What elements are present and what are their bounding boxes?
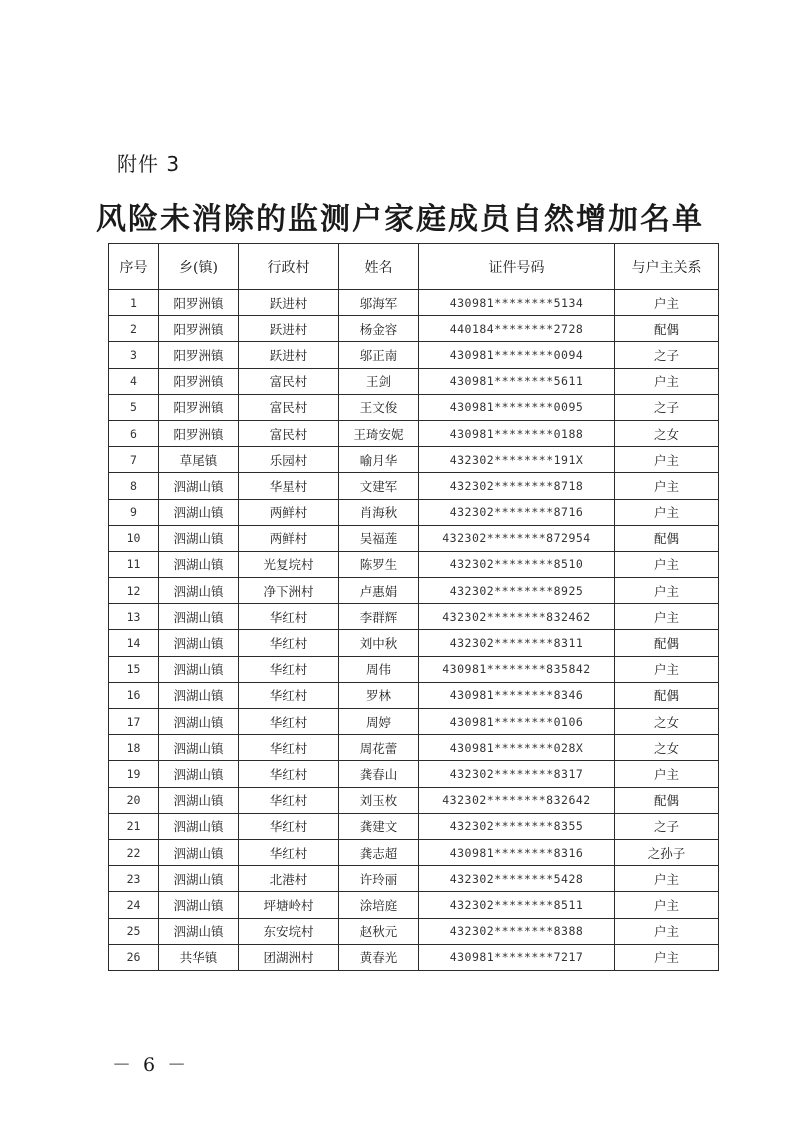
cell-relation: 户主	[615, 290, 719, 316]
cell-township: 阳罗洲镇	[159, 290, 239, 316]
table-row	[109, 525, 719, 551]
cell-serial: 23	[109, 866, 159, 892]
cell-id-number: 430981********028X	[419, 735, 615, 761]
cell-serial: 15	[109, 656, 159, 682]
header-id-number: 证件号码	[419, 244, 615, 290]
cell-village: 华红村	[239, 656, 339, 682]
cell-relation: 之女	[615, 735, 719, 761]
cell-id-number: 432302********8355	[419, 813, 615, 839]
cell-village: 团湖洲村	[239, 944, 339, 970]
cell-relation: 户主	[615, 866, 719, 892]
cell-serial: 9	[109, 499, 159, 525]
cell-village: 坪塘岭村	[239, 892, 339, 918]
cell-name: 周花蕾	[339, 735, 419, 761]
cell-name: 龚志超	[339, 839, 419, 865]
cell-serial: 3	[109, 342, 159, 368]
cell-id-number: 432302********832462	[419, 604, 615, 630]
cell-serial: 25	[109, 918, 159, 944]
cell-relation: 配偶	[615, 630, 719, 656]
cell-id-number: 432302********5428	[419, 866, 615, 892]
cell-village: 华红村	[239, 813, 339, 839]
cell-id-number: 430981********7217	[419, 944, 615, 970]
cell-id-number: 432302********8510	[419, 551, 615, 577]
member-table	[108, 243, 719, 971]
cell-serial: 1	[109, 290, 159, 316]
cell-township: 泗湖山镇	[159, 813, 239, 839]
cell-name: 杨金容	[339, 316, 419, 342]
cell-township: 泗湖山镇	[159, 866, 239, 892]
cell-name: 李群辉	[339, 604, 419, 630]
table-row	[109, 630, 719, 656]
cell-village: 华红村	[239, 787, 339, 813]
cell-serial: 14	[109, 630, 159, 656]
cell-id-number: 432302********872954	[419, 525, 615, 551]
cell-relation: 之子	[615, 394, 719, 420]
table-row	[109, 394, 719, 420]
cell-township: 泗湖山镇	[159, 787, 239, 813]
cell-village: 北港村	[239, 866, 339, 892]
cell-relation: 户主	[615, 656, 719, 682]
cell-id-number: 432302********8511	[419, 892, 615, 918]
cell-serial: 18	[109, 735, 159, 761]
cell-relation: 户主	[615, 944, 719, 970]
cell-serial: 4	[109, 368, 159, 394]
cell-village: 富民村	[239, 394, 339, 420]
cell-township: 泗湖山镇	[159, 709, 239, 735]
cell-relation: 之孙子	[615, 839, 719, 865]
cell-township: 泗湖山镇	[159, 839, 239, 865]
table-row	[109, 709, 719, 735]
cell-township: 泗湖山镇	[159, 551, 239, 577]
cell-serial: 20	[109, 787, 159, 813]
cell-village: 华红村	[239, 761, 339, 787]
cell-id-number: 432302********191X	[419, 447, 615, 473]
cell-relation: 配偶	[615, 682, 719, 708]
cell-village: 华红村	[239, 839, 339, 865]
header-township: 乡(镇)	[159, 244, 239, 290]
cell-village: 富民村	[239, 368, 339, 394]
table-row	[109, 839, 719, 865]
cell-serial: 21	[109, 813, 159, 839]
table-row	[109, 604, 719, 630]
cell-id-number: 430981********0095	[419, 394, 615, 420]
cell-id-number: 430981********0094	[419, 342, 615, 368]
cell-village: 光复垸村	[239, 551, 339, 577]
cell-name: 肖海秋	[339, 499, 419, 525]
table-row	[109, 578, 719, 604]
cell-name: 喻月华	[339, 447, 419, 473]
cell-serial: 16	[109, 682, 159, 708]
cell-village: 净下洲村	[239, 578, 339, 604]
cell-id-number: 430981********8346	[419, 682, 615, 708]
cell-serial: 8	[109, 473, 159, 499]
table-row	[109, 499, 719, 525]
table-row	[109, 735, 719, 761]
cell-name: 吴福莲	[339, 525, 419, 551]
cell-name: 王剑	[339, 368, 419, 394]
cell-relation: 户主	[615, 761, 719, 787]
attachment-label: 附件 3	[117, 152, 181, 176]
cell-relation: 配偶	[615, 316, 719, 342]
cell-township: 泗湖山镇	[159, 682, 239, 708]
table-row	[109, 316, 719, 342]
cell-village: 华红村	[239, 682, 339, 708]
cell-id-number: 432302********8311	[419, 630, 615, 656]
table-row	[109, 290, 719, 316]
cell-serial: 17	[109, 709, 159, 735]
cell-township: 泗湖山镇	[159, 604, 239, 630]
cell-name: 罗林	[339, 682, 419, 708]
header-relation: 与户主关系	[615, 244, 719, 290]
cell-township: 泗湖山镇	[159, 761, 239, 787]
table-row	[109, 473, 719, 499]
cell-id-number: 430981********5611	[419, 368, 615, 394]
cell-name: 刘玉枚	[339, 787, 419, 813]
cell-village: 乐园村	[239, 447, 339, 473]
table-row	[109, 866, 719, 892]
cell-name: 卢惠娟	[339, 578, 419, 604]
cell-township: 泗湖山镇	[159, 735, 239, 761]
cell-relation: 之子	[615, 342, 719, 368]
cell-name: 周伟	[339, 656, 419, 682]
cell-village: 两鲜村	[239, 499, 339, 525]
cell-township: 泗湖山镇	[159, 499, 239, 525]
header-name: 姓名	[339, 244, 419, 290]
cell-relation: 之子	[615, 813, 719, 839]
header-serial: 序号	[109, 244, 159, 290]
cell-township: 阳罗洲镇	[159, 420, 239, 446]
cell-id-number: 432302********8716	[419, 499, 615, 525]
cell-name: 黄春光	[339, 944, 419, 970]
cell-township: 阳罗洲镇	[159, 368, 239, 394]
cell-village: 跃进村	[239, 316, 339, 342]
cell-village: 华红村	[239, 630, 339, 656]
cell-serial: 19	[109, 761, 159, 787]
cell-relation: 配偶	[615, 787, 719, 813]
cell-village: 跃进村	[239, 342, 339, 368]
cell-relation: 户主	[615, 604, 719, 630]
document-title: 风险未消除的监测户家庭成员自然增加名单	[96, 202, 704, 237]
cell-name: 周婷	[339, 709, 419, 735]
table-row	[109, 656, 719, 682]
cell-township: 泗湖山镇	[159, 630, 239, 656]
cell-village: 华红村	[239, 604, 339, 630]
cell-village: 东安垸村	[239, 918, 339, 944]
table-row	[109, 813, 719, 839]
cell-township: 泗湖山镇	[159, 473, 239, 499]
cell-township: 阳罗洲镇	[159, 342, 239, 368]
cell-id-number: 430981********835842	[419, 656, 615, 682]
cell-relation: 配偶	[615, 525, 719, 551]
cell-serial: 13	[109, 604, 159, 630]
cell-village: 华星村	[239, 473, 339, 499]
table-row	[109, 787, 719, 813]
cell-serial: 5	[109, 394, 159, 420]
table-row	[109, 682, 719, 708]
cell-relation: 之女	[615, 420, 719, 446]
cell-village: 跃进村	[239, 290, 339, 316]
page-number: － 6 －	[112, 1054, 190, 1076]
cell-relation: 户主	[615, 368, 719, 394]
cell-serial: 6	[109, 420, 159, 446]
cell-township: 泗湖山镇	[159, 578, 239, 604]
cell-id-number: 430981********0188	[419, 420, 615, 446]
cell-township: 泗湖山镇	[159, 918, 239, 944]
cell-serial: 7	[109, 447, 159, 473]
cell-serial: 11	[109, 551, 159, 577]
cell-name: 陈罗生	[339, 551, 419, 577]
table-row	[109, 892, 719, 918]
cell-id-number: 432302********8317	[419, 761, 615, 787]
table-row	[109, 944, 719, 970]
table-row	[109, 551, 719, 577]
cell-serial: 26	[109, 944, 159, 970]
cell-village: 富民村	[239, 420, 339, 446]
cell-name: 许玲丽	[339, 866, 419, 892]
cell-name: 赵秋元	[339, 918, 419, 944]
table-body	[109, 290, 719, 971]
cell-name: 龚建文	[339, 813, 419, 839]
cell-township: 泗湖山镇	[159, 892, 239, 918]
cell-id-number: 440184********2728	[419, 316, 615, 342]
cell-township: 草尾镇	[159, 447, 239, 473]
cell-relation: 户主	[615, 551, 719, 577]
cell-relation: 之女	[615, 709, 719, 735]
cell-name: 涂培庭	[339, 892, 419, 918]
cell-relation: 户主	[615, 892, 719, 918]
cell-name: 王文俊	[339, 394, 419, 420]
cell-township: 共华镇	[159, 944, 239, 970]
table-row	[109, 447, 719, 473]
cell-id-number: 430981********8316	[419, 839, 615, 865]
table-row	[109, 420, 719, 446]
cell-relation: 户主	[615, 499, 719, 525]
cell-relation: 户主	[615, 473, 719, 499]
cell-village: 华红村	[239, 735, 339, 761]
table-row	[109, 761, 719, 787]
cell-serial: 12	[109, 578, 159, 604]
cell-village: 两鲜村	[239, 525, 339, 551]
cell-name: 文建军	[339, 473, 419, 499]
cell-name: 邬海军	[339, 290, 419, 316]
cell-name: 王琦安妮	[339, 420, 419, 446]
cell-name: 刘中秋	[339, 630, 419, 656]
cell-relation: 户主	[615, 578, 719, 604]
cell-township: 阳罗洲镇	[159, 394, 239, 420]
cell-township: 泗湖山镇	[159, 656, 239, 682]
cell-id-number: 432302********8925	[419, 578, 615, 604]
header-village: 行政村	[239, 244, 339, 290]
cell-id-number: 430981********5134	[419, 290, 615, 316]
cell-relation: 户主	[615, 918, 719, 944]
table-row	[109, 342, 719, 368]
cell-serial: 24	[109, 892, 159, 918]
cell-township: 阳罗洲镇	[159, 316, 239, 342]
cell-serial: 10	[109, 525, 159, 551]
cell-id-number: 432302********832642	[419, 787, 615, 813]
cell-village: 华红村	[239, 709, 339, 735]
cell-id-number: 432302********8718	[419, 473, 615, 499]
cell-id-number: 432302********8388	[419, 918, 615, 944]
table-row	[109, 368, 719, 394]
table-row	[109, 918, 719, 944]
cell-serial: 2	[109, 316, 159, 342]
cell-name: 龚春山	[339, 761, 419, 787]
cell-township: 泗湖山镇	[159, 525, 239, 551]
cell-id-number: 430981********0106	[419, 709, 615, 735]
table-header-row	[109, 244, 719, 290]
cell-relation: 户主	[615, 447, 719, 473]
cell-serial: 22	[109, 839, 159, 865]
cell-name: 邬正南	[339, 342, 419, 368]
